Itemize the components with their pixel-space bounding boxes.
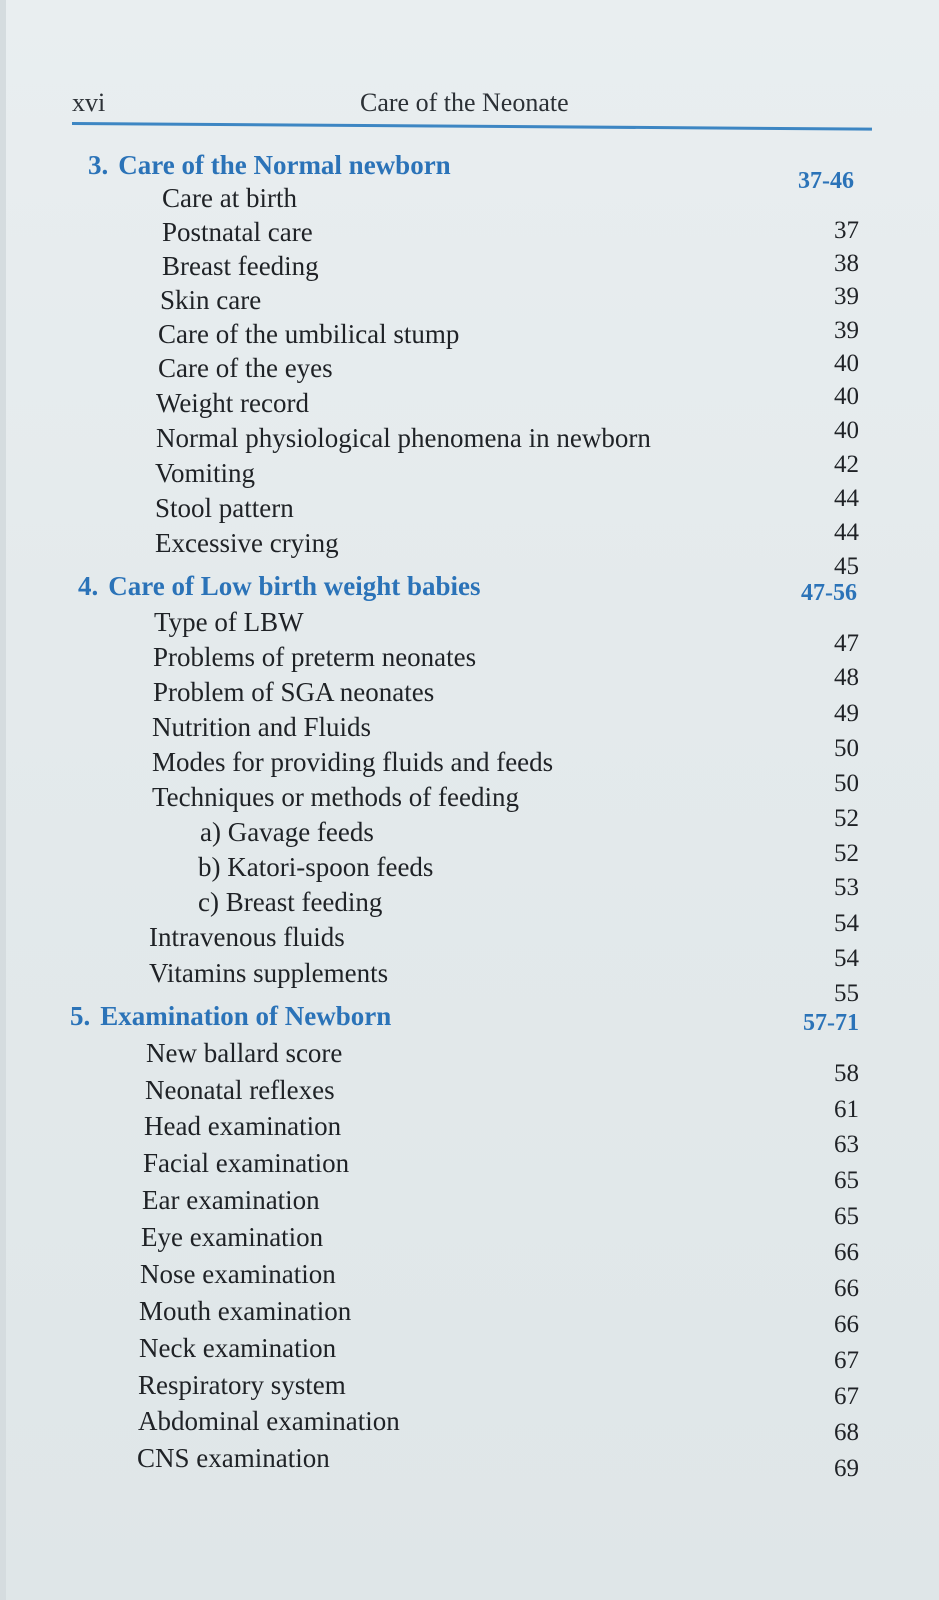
chapter-number: 4. xyxy=(78,571,99,601)
toc-entry-page: 54 xyxy=(834,910,859,937)
toc-entry-page: 50 xyxy=(834,735,859,762)
chapter-title xyxy=(70,1001,391,1032)
toc-entry xyxy=(0,922,939,972)
chapter-number: 5. xyxy=(70,1001,91,1031)
toc-entry-page: 52 xyxy=(834,840,859,867)
toc-entry xyxy=(0,1075,939,1123)
toc-entry-title: Breast feeding xyxy=(162,251,319,281)
chapter-title-text: Care of Low birth weight babies xyxy=(108,571,481,601)
toc-entry-page: 67 xyxy=(834,1347,859,1374)
toc-entry-page: 67 xyxy=(834,1383,859,1410)
toc-entry-page: 66 xyxy=(834,1239,859,1266)
toc-entry-title: Vitamins supplements xyxy=(149,958,389,988)
toc-entry-page: 39 xyxy=(834,317,859,344)
toc-entry xyxy=(0,1148,939,1194)
toc-entry xyxy=(0,1038,939,1087)
toc-entry-title: Nutrition and Fluids xyxy=(152,712,372,742)
page-folio: xvi xyxy=(72,88,106,117)
toc-entry-title: Intravenous fluids xyxy=(149,922,345,952)
toc-entry xyxy=(0,1222,939,1266)
toc-entry-title: Skin care xyxy=(160,285,262,315)
toc-entry-title: a) Gavage feeds xyxy=(200,817,374,847)
toc-entry xyxy=(0,528,939,580)
toc-entry-title: Stool pattern xyxy=(155,493,294,523)
chapter-heading xyxy=(0,571,939,605)
toc-entry-page: 44 xyxy=(834,519,859,546)
toc-entry xyxy=(0,1443,939,1482)
toc-entry-title: Normal physiological phenomena in newborn xyxy=(156,423,651,453)
toc-entry-title: Neonatal reflexes xyxy=(145,1075,335,1105)
toc-entry-title: Nose examination xyxy=(140,1259,336,1289)
toc-entry-title: Excessive crying xyxy=(155,528,339,558)
toc-entry-title: Facial examination xyxy=(143,1148,350,1178)
toc-entry-page: 49 xyxy=(834,700,859,727)
chapter-title-text: Examination of Newborn xyxy=(100,1001,392,1031)
toc-entry-page: 40 xyxy=(834,350,859,377)
toc-entry-title: CNS examination xyxy=(137,1443,330,1473)
toc-entry-page: 38 xyxy=(834,250,859,277)
chapter-title xyxy=(88,150,451,181)
toc-entry-title: Respiratory system xyxy=(138,1370,346,1400)
chapter-page-range: 47-56 xyxy=(801,580,857,606)
toc-entry-page: 65 xyxy=(834,1203,859,1230)
toc-entry-page: 68 xyxy=(834,1419,859,1446)
toc-entry-page: 66 xyxy=(834,1275,859,1302)
toc-entry-page: 40 xyxy=(834,383,859,410)
toc-entry-page: 53 xyxy=(834,874,859,901)
toc-entry xyxy=(0,958,939,1007)
running-title: Care of the Neonate xyxy=(360,88,569,117)
toc-entry-title: Postnatal care xyxy=(162,217,313,247)
toc-entry xyxy=(0,1111,939,1158)
toc-entry-title: b) Katori-spoon feeds xyxy=(198,852,434,882)
toc-entry-title: Care at birth xyxy=(162,183,297,213)
toc-entry xyxy=(0,1259,939,1302)
chapter-number: 3. xyxy=(88,150,109,180)
chapter-page-range: 37-46 xyxy=(798,168,854,194)
toc-entry-page: 69 xyxy=(834,1455,859,1482)
toc-entry-title: Mouth examination xyxy=(139,1296,352,1326)
toc-entry-page: 37 xyxy=(834,217,859,244)
toc-entry-title: Weight record xyxy=(156,388,310,418)
chapter-title xyxy=(78,571,481,602)
toc-entry-title: Type of LBW xyxy=(154,607,304,637)
table-of-contents xyxy=(0,150,939,1510)
toc-entry-page: 44 xyxy=(834,485,859,512)
toc-entry-page: 50 xyxy=(834,770,859,797)
toc-entry-page: 39 xyxy=(834,283,859,310)
toc-entry-page: 52 xyxy=(834,805,859,832)
toc-entry xyxy=(0,1296,939,1338)
toc-entry-page: 48 xyxy=(834,664,859,691)
chapter-heading xyxy=(0,150,939,194)
chapter-page-range: 57-71 xyxy=(803,1010,859,1036)
toc-entry-title: Head examination xyxy=(144,1111,342,1141)
toc-entry xyxy=(0,1370,939,1410)
chapter-heading xyxy=(0,1001,939,1035)
toc-entry-page: 61 xyxy=(834,1096,859,1123)
toc-entry-page: 63 xyxy=(834,1131,859,1158)
toc-entry-page: 42 xyxy=(834,451,859,478)
toc-entry-title: New ballard score xyxy=(146,1038,343,1068)
toc-entry-page: 65 xyxy=(834,1167,859,1194)
toc-entry-page: 45 xyxy=(834,553,859,580)
toc-entry xyxy=(0,1333,939,1374)
toc-entry-title: Neck examination xyxy=(139,1333,337,1363)
toc-entry-title: c) Breast feeding xyxy=(198,887,383,917)
toc-entry-title: Problems of preterm neonates xyxy=(153,642,477,672)
toc-entry-page: 66 xyxy=(834,1311,859,1338)
toc-entry xyxy=(0,1406,939,1446)
toc-entry-page: 55 xyxy=(834,980,859,1007)
toc-entry-title: Ear examination xyxy=(142,1185,320,1215)
toc-entry-title: Techniques or methods of feeding xyxy=(152,782,520,812)
toc-entry-title: Care of the eyes xyxy=(158,353,333,383)
toc-entry xyxy=(0,852,939,901)
toc-entry-page: 58 xyxy=(834,1060,859,1087)
header-rule xyxy=(72,122,872,131)
toc-entry xyxy=(0,1185,939,1230)
toc-entry-title: Vomiting xyxy=(155,458,256,488)
toc-entry-page: 40 xyxy=(834,417,859,444)
chapter-title-text: Care of the Normal newborn xyxy=(118,150,451,180)
toc-entry-page: 54 xyxy=(834,945,859,972)
toc-entry-page: 47 xyxy=(834,630,859,657)
toc-entry-title: Eye examination xyxy=(141,1222,324,1252)
toc-entry-title: Abdominal examination xyxy=(138,1406,400,1436)
toc-entry-title: Problem of SGA neonates xyxy=(153,677,435,707)
toc-entry-title: Care of the umbilical stump xyxy=(158,319,460,349)
page-header xyxy=(72,80,872,120)
toc-entry-title: Modes for providing fluids and feeds xyxy=(152,747,554,777)
toc-entry xyxy=(0,642,939,691)
